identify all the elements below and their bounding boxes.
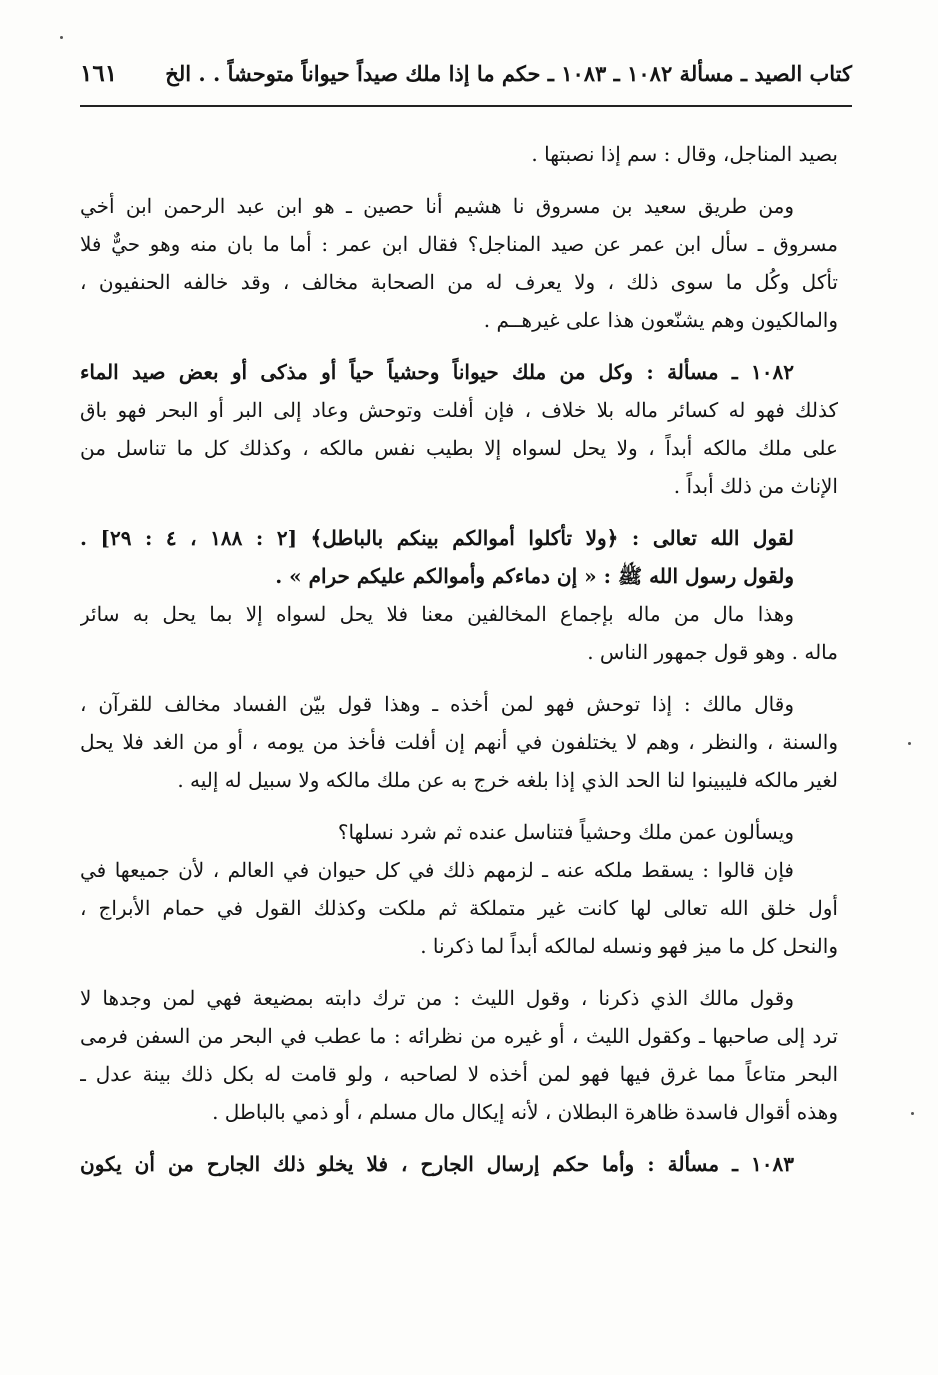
text-line: والنحل كل ما ميز فهو ونسله لمالكه أبداً لما ذكرنا . [420, 934, 838, 958]
text-line: ترد إلى صاحبها ـ وكقول الليث ، أو غيره من نظرائه : ما عطب في البحر من السفن فرمى [80, 1024, 838, 1048]
text-line: وهذا مال من ماله بإجماع المخالفين معنا فلا يحل لسواه إلا بما يحل به سائر [80, 602, 794, 626]
paragraph-gap [80, 173, 838, 187]
text-line: وهذه أقوال فاسدة ظاهرة البطلان ، لأنه إيكال مال مسلم ، أو ذمي بالباطل . [212, 1100, 838, 1124]
page-number: ١٦١ [80, 59, 118, 87]
text-line: ويسألون عمن ملك وحشياً فتناسل عنده ثم شرد نسلها؟ [337, 820, 794, 844]
text-line: البحر متاعاً مما غرق فيها فهو لمن أخذه لا لصاحبه ، ولو قامت له بكل ذلك بينة عدل ـ [80, 1062, 838, 1086]
issue-heading-line: ١٠٨٣ ـ مسألة : وأما حكم إرسال الجارح ، فلا يخلو ذلك الجارح من أن يكون [80, 1152, 794, 1176]
header-divider [80, 105, 852, 107]
text-line: كذلك فهو له كسائر ماله بلا خلاف ، فإن أفلت وتوحش وعاد إلى البر أو البحر فهو باق [80, 398, 838, 422]
paragraph-gap [80, 799, 838, 813]
page-header [80, 50, 852, 96]
page-body [80, 135, 838, 1183]
quran-quote-line: لقول الله تعالى : ﴿ولا تأكلوا أموالكم بينكم بالباطل﴾ [٢ : ١٨٨ ، ٤ : ٢٩] . [80, 526, 794, 550]
scan-speck [908, 742, 911, 745]
text-line: فإن قالوا : يسقط ملكه عنه ـ لزمهم ذلك في كل حيوان في العالم ، لأن جميعها في [80, 858, 794, 882]
text-line: أول خلق الله تعالى لها كانت غير متملكة ثم ملكت وكذلك القول في حمام الأبراج ، [80, 896, 838, 920]
text-line: بصيد المناجل، وقال : سم إذا نصبتها . [531, 142, 838, 166]
hadith-quote-line: ولقول رسول الله ﷺ : « إن دماءكم وأموالكم عليكم حرام » . [275, 564, 794, 588]
text-line: ومن طريق سعيد بن مسروق نا هشيم أنا حصين ـ هو ابن عبد الرحمن ابن أخي [80, 194, 794, 218]
paragraph-gap [80, 505, 838, 519]
text-line: على ملك مالكه أبداً ، ولا يحل لسواه إلا بطيب نفس مالكه ، وكذلك كل ما تناسل من [80, 436, 838, 460]
scan-speck [911, 1112, 914, 1115]
text-line: وقال مالك : إذا توحش فهو لمن أخذه ـ وهذا قول بيّن الفساد مخالف للقرآن ، [80, 692, 794, 716]
text-line: مسروق ـ سأل ابن عمر عن صيد المناجل؟ فقال ابن عمر : أما ما بان منه وهو حيٌّ فلا [80, 232, 838, 256]
paragraph-gap [80, 1131, 838, 1145]
text-line: تأكل وكُل ما سوى ذلك ، ولا يعرف له من الصحابة مخالف ، وقد خالفه الحنفيون ، [80, 270, 838, 294]
scan-speck [60, 36, 63, 39]
text-line: وقول مالك الذي ذكرنا ، وقول الليث : من ترك دابته بمضيعة فهي لمن وجدها لا [80, 986, 794, 1010]
text-line: والسنة ، والنظر ، وهم لا يختلفون في أنهم إن أفلت فأخذ من يومه ، أو من الغد فلا يحل [80, 730, 838, 754]
paragraph-gap [80, 339, 838, 353]
running-title: كتاب الصيد ـ مسألة ١٠٨٢ ـ ١٠٨٣ ـ حكم ما إذا ملك صيداً حيواناً متوحشاً . . الخ [165, 60, 852, 86]
text-line: ماله . وهو قول جمهور الناس . [587, 640, 838, 664]
text-line: لغير مالكه فليبينوا لنا الحد الذي إذا بلغه خرج به عن ملك مالكه ولا سبيل له إليه . [177, 768, 838, 792]
paragraph-gap [80, 965, 838, 979]
issue-heading-line: ١٠٨٢ ـ مسألة : وكل من ملك حيواناً وحشياً حياً أو مذكى أو بعض صيد الماء [80, 360, 794, 384]
paragraph-gap [80, 671, 838, 685]
text-line: الإناث من ذلك أبداً . [673, 474, 838, 498]
text-line: والمالكيون وهم يشنّعون هذا على غيرهــم . [483, 308, 838, 332]
